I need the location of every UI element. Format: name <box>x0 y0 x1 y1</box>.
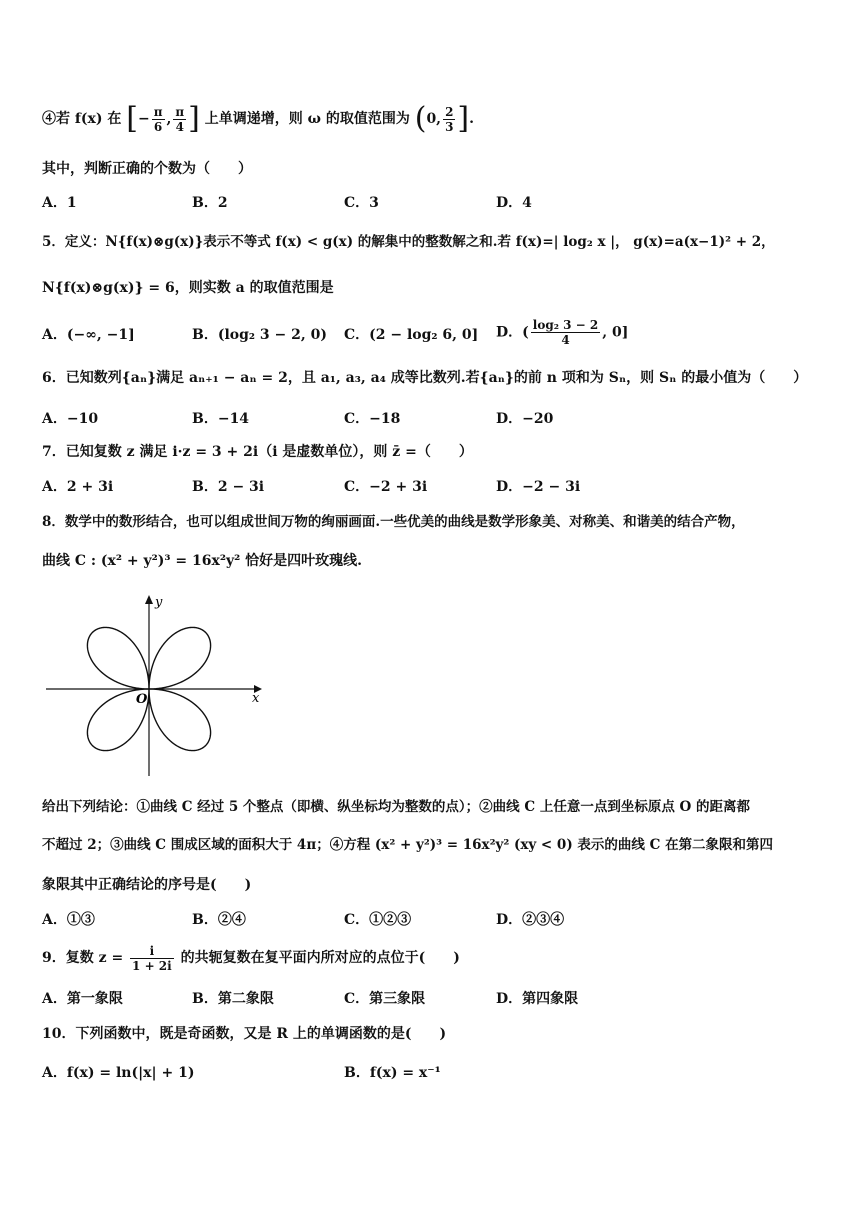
q4-option-a[interactable]: A．1 <box>42 195 77 211</box>
fraction-2-3 <box>443 105 455 134</box>
fraction-numerator: π <box>153 104 163 119</box>
range-left: 0, <box>426 111 442 127</box>
q8-option-a[interactable]: A．①③ <box>42 912 95 928</box>
fraction-numerator: log₂ 3 − 2 <box>532 318 599 332</box>
statement-4-prefix: 若 f(x) 在 <box>56 111 122 127</box>
statement-4-end: . <box>469 111 475 127</box>
q6-option-d[interactable]: D．−20 <box>496 411 554 427</box>
bracket-close: ] <box>188 101 200 136</box>
q5-option-b[interactable]: B．(log₂ 3 − 2, 0) <box>192 327 327 343</box>
q9-fraction <box>130 944 174 973</box>
q8-conclusions-line-1: 给出下列结论：①曲线 C 经过 5 个整点（即横、纵坐标均为整数的点）；②曲线 C 上任意一点到坐标原点 O 的距离都 <box>42 799 750 815</box>
q7-option-d[interactable]: D．−2 − 3i <box>496 479 581 495</box>
q6-option-c[interactable]: C．−18 <box>344 411 401 427</box>
q9-stem <box>42 940 460 976</box>
q9-option-d[interactable]: D．第四象限 <box>496 991 579 1007</box>
q6-options <box>42 408 842 430</box>
q5-option-d-suffix: , 0] <box>602 324 629 341</box>
q8-line-1: 8．数学中的数形结合，也可以组成世间万物的绚丽画面.一些优美的曲线是数学形象美、对称美、和谐美的结合产物， <box>42 514 745 530</box>
fraction-pi-4 <box>173 105 186 134</box>
statement-4-circle: ④ <box>42 111 56 127</box>
q4-stem: 其中，判断正确的个数为（ ） <box>42 161 252 177</box>
q5-option-d[interactable] <box>496 318 628 347</box>
fraction-denominator: 4 <box>175 119 184 134</box>
bracket-open: [ <box>126 101 138 136</box>
interval-minus: − <box>137 111 150 127</box>
q5-option-d-fraction <box>531 318 601 347</box>
q8-line-2: 曲线 C : (x² + y²)³ = 16x²y² 恰好是四叶玫瑰线. <box>42 553 362 569</box>
q5-line-2: N{f(x)⊗g(x)} = 6，则实数 a 的取值范围是 <box>42 280 334 296</box>
statement-4-mid: 上单调递增，则 ω 的取值范围为 <box>204 111 410 127</box>
x-axis-label: x <box>252 691 260 706</box>
q10-options <box>42 1062 842 1084</box>
q9-options <box>42 988 842 1010</box>
paren-open: ( <box>414 101 427 136</box>
q7-stem: 7．已知复数 z 满足 i·z = 3 + 2i（i 是虚数单位），则 z̄ =（ ） <box>42 444 473 460</box>
q10-option-a[interactable]: A．f(x) = ln(|x| + 1) <box>42 1065 195 1081</box>
statement-4: ④若 f(x) 在 [− $\frac{\pi}{6}$ , $\frac{\pi}{4}$ ] 上单调递增，则 ω 的取值范围为 (0, $\frac{2}{3}$ ]. <box>42 101 475 136</box>
q7-option-b[interactable]: B．2 − 3i <box>192 479 265 495</box>
y-axis-arrow <box>145 595 153 604</box>
q4-option-d[interactable]: D．4 <box>496 195 532 211</box>
q5-option-a[interactable]: A．(−∞, −1] <box>42 327 135 343</box>
q5-option-d-prefix: ( <box>522 324 529 341</box>
q10-option-b[interactable]: B．f(x) = x⁻¹ <box>344 1065 441 1081</box>
fraction-numerator: π <box>175 104 185 119</box>
q10-stem: 10．下列函数中，既是奇函数，又是 R 上的单调函数的是( ) <box>42 1026 447 1042</box>
fraction-pi-6 <box>152 105 165 134</box>
q9-suffix: 的共轭复数在复平面内所对应的点位于( ) <box>180 950 460 966</box>
q5-line-1: 5．定义：N{f(x)⊗g(x)}表示不等式 f(x) < g(x) 的解集中的整数解之和.若 f(x)=| log₂ x |， g(x)=a(x−1)² + 2， <box>42 234 775 250</box>
fraction-denominator: 1 + 2i <box>132 958 172 973</box>
fraction-denominator: 3 <box>445 119 454 134</box>
q8-conclusions-line-3: 象限其中正确结论的序号是( ) <box>42 877 252 893</box>
q4-option-c[interactable]: C．3 <box>344 195 379 211</box>
q5-option-d-label: D． <box>496 324 523 341</box>
bracket-close: ] <box>457 101 470 136</box>
four-leaf-rose-figure <box>40 592 270 782</box>
q7-option-a[interactable]: A．2 + 3i <box>42 479 114 495</box>
q4-options <box>42 192 842 214</box>
fraction-numerator: 2 <box>445 104 454 119</box>
q8-option-b[interactable]: B．②④ <box>192 912 246 928</box>
fraction-denominator: 6 <box>153 119 163 134</box>
fraction-numerator: i <box>130 944 174 959</box>
q9-option-c[interactable]: C．第三象限 <box>344 991 426 1007</box>
q9-option-a[interactable]: A．第一象限 <box>42 991 123 1007</box>
q8-conclusions-line-2: 不超过 2；③曲线 C 围成区域的面积大于 4π；④方程 (x² + y²)³ = 16x²y² (xy < 0) 表示的曲线 C 在第二象限和第四 <box>42 837 774 853</box>
q7-option-c[interactable]: C．−2 + 3i <box>344 479 428 495</box>
q8-options <box>42 909 842 931</box>
q7-options <box>42 476 842 498</box>
q4-option-b[interactable]: B．2 <box>192 195 228 211</box>
y-axis-label: y <box>155 595 163 610</box>
q6-option-a[interactable]: A．−10 <box>42 411 99 427</box>
origin-label: O <box>136 692 148 707</box>
q6-option-b[interactable]: B．−14 <box>192 411 250 427</box>
q8-option-d[interactable]: D．②③④ <box>496 912 565 928</box>
q8-option-c[interactable]: C．①②③ <box>344 912 412 928</box>
q9-option-b[interactable]: B．第二象限 <box>192 991 274 1007</box>
fraction-denominator: 4 <box>561 333 570 347</box>
q5-options <box>42 318 842 350</box>
q5-option-c[interactable]: C．(2 − log₂ 6, 0] <box>344 327 479 343</box>
q6-stem: 6．已知数列{aₙ}满足 aₙ₊₁ − aₙ = 2，且 a₁, a₃, a₄ 成等比数列.若{aₙ}的前 n 项和为 Sₙ，则 Sₙ 的最小值为（ ） <box>42 370 808 386</box>
q9-prefix: 9．复数 z = <box>42 950 124 966</box>
